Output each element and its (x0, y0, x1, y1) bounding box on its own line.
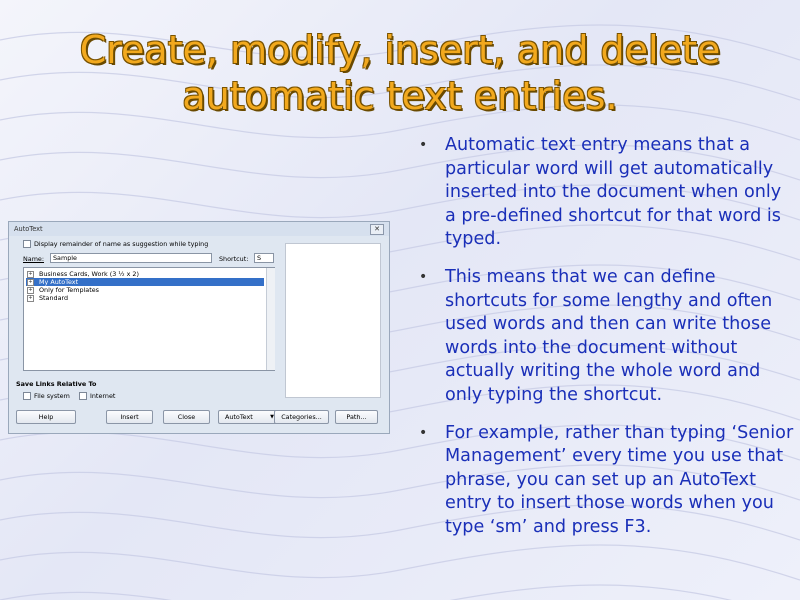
display-remainder-checkbox-row[interactable] (23, 240, 208, 248)
close-icon[interactable]: ✕ (370, 224, 384, 235)
expand-icon[interactable]: + (28, 271, 33, 277)
expand-icon[interactable]: + (28, 295, 33, 301)
tree-item[interactable] (26, 270, 264, 278)
help-button[interactable]: Help (16, 410, 76, 424)
display-remainder-checkbox[interactable] (23, 240, 31, 248)
expand-icon[interactable]: + (28, 287, 33, 293)
chevron-down-icon[interactable]: ▼ (270, 414, 274, 420)
name-input[interactable]: Sample (50, 253, 212, 263)
file-system-checkbox-row[interactable] (23, 392, 70, 400)
tree-item-label: My AutoText (39, 278, 79, 286)
tree-item-label: Business Cards, Work (3 ½ x 2) (39, 270, 139, 278)
expand-icon[interactable]: + (28, 279, 33, 285)
bullet-text: Automatic text entry means that a particular word will get automatically inserted into the document when only a pre-defined shortcut for that word is typed. (445, 135, 782, 250)
bullet-glyph: • (419, 137, 428, 153)
file-system-checkbox[interactable] (23, 392, 31, 400)
autotext-dialog (8, 221, 390, 434)
internet-checkbox[interactable] (79, 392, 87, 400)
bullet-text: For example, rather than typing ‘Senior Management’ every time you use that phrase, you can set up an AutoText entry to insert those words when you type ‘sm’ and press F3. (445, 422, 794, 537)
name-label: Name: (23, 255, 45, 263)
dialog-titlebar (9, 222, 389, 236)
shortcut-label: Shortcut: (219, 255, 249, 263)
bullet-item (414, 266, 794, 408)
category-tree[interactable] (23, 267, 275, 371)
slide-title-line-1: Create, modify, insert, and delete (79, 28, 721, 72)
autotext-button[interactable] (218, 410, 278, 424)
bullet-glyph: • (419, 424, 428, 441)
dialog-title: AutoText (14, 225, 43, 233)
bullet-text: This means that we can define shortcuts for some lengthy and often used words and then can write those words into the document without actually writing the whole word and only typing the shortcut. (445, 266, 773, 405)
file-system-label: File system (34, 392, 70, 400)
tree-item-label: Standard (39, 294, 69, 302)
internet-checkbox-row[interactable] (79, 392, 115, 400)
categories-button[interactable]: Categories... (274, 410, 329, 424)
bullet-glyph: • (419, 268, 428, 285)
slide-title (0, 27, 800, 119)
bullet-list (414, 134, 794, 554)
bullet-item (414, 422, 794, 540)
tree-scrollbar[interactable] (266, 268, 275, 370)
path-button[interactable]: Path... (335, 410, 378, 424)
close-button[interactable]: Close (163, 410, 210, 424)
save-links-label: Save Links Relative To (16, 380, 97, 388)
insert-button[interactable]: Insert (106, 410, 153, 424)
autotext-button-label: AutoText (225, 413, 253, 421)
tree-item[interactable] (26, 286, 264, 294)
tree-item-selected[interactable] (26, 278, 264, 286)
display-remainder-label: Display remainder of name as suggestion while typing (34, 240, 209, 248)
slide-title-line-2: automatic text entries. (182, 74, 618, 118)
tree-item[interactable] (26, 294, 264, 302)
shortcut-input[interactable]: S (254, 253, 274, 263)
tree-item-label: Only for Templates (39, 286, 99, 294)
internet-label: Internet (90, 392, 116, 400)
preview-pane (285, 243, 381, 398)
bullet-item (414, 134, 794, 252)
